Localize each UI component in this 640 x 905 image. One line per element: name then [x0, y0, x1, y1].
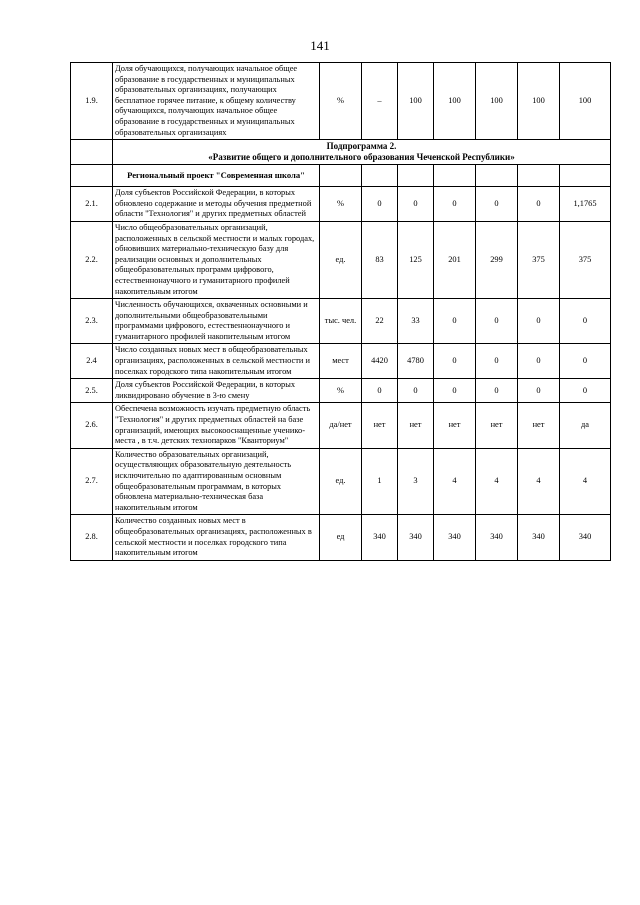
- value-cell: нет: [362, 403, 398, 448]
- table-cell: [476, 165, 518, 187]
- value-cell: 0: [476, 187, 518, 222]
- value-cell: 299: [476, 221, 518, 298]
- project-label: Региональный проект "Современная школа": [113, 165, 320, 187]
- value-cell: 0: [560, 299, 611, 344]
- indicator-description: Число общеобразовательных организаций, расположенных в сельской местности и малых городах, обновивших материально-техническую базу для реализации основных и дополнительных общеобразовательных программ цифрового, естественнонаучного и гуманитарного профилей накопительным итогом: [113, 221, 320, 298]
- value-cell: 340: [362, 515, 398, 560]
- table-cell: [560, 165, 611, 187]
- unit-cell: ед.: [320, 448, 362, 515]
- value-cell: 375: [560, 221, 611, 298]
- value-cell: 340: [476, 515, 518, 560]
- unit-cell: мест: [320, 344, 362, 379]
- unit-cell: ед: [320, 515, 362, 560]
- value-cell: 0: [560, 379, 611, 403]
- row-number: 2.6.: [71, 403, 113, 448]
- table-row: [71, 299, 611, 344]
- value-cell: 0: [476, 299, 518, 344]
- table-cell: [518, 165, 560, 187]
- subprogram-row: [71, 140, 611, 165]
- value-cell: 4: [518, 448, 560, 515]
- value-cell: 1,1765: [560, 187, 611, 222]
- value-cell: 340: [434, 515, 476, 560]
- table-cell: [362, 165, 398, 187]
- value-cell: нет: [518, 403, 560, 448]
- table-cell: [71, 165, 113, 187]
- value-cell: 201: [434, 221, 476, 298]
- value-cell: 83: [362, 221, 398, 298]
- value-cell: 340: [560, 515, 611, 560]
- table-row: [71, 344, 611, 379]
- value-cell: 0: [518, 344, 560, 379]
- value-cell: 22: [362, 299, 398, 344]
- indicator-description: Обеспечена возможность изучать предметную область "Технология" и других предметных областей на базе организаций, имеющих высокооснащенные ученико-места , в т.ч. детских технопарков "Кванториум": [113, 403, 320, 448]
- value-cell: да: [560, 403, 611, 448]
- table-row: [71, 221, 611, 298]
- row-number: 1.9.: [71, 63, 113, 140]
- table-row: [71, 379, 611, 403]
- value-cell: 4780: [398, 344, 434, 379]
- unit-cell: да/нет: [320, 403, 362, 448]
- value-cell: 0: [434, 299, 476, 344]
- value-cell: 100: [398, 63, 434, 140]
- value-cell: 0: [518, 379, 560, 403]
- value-cell: 100: [434, 63, 476, 140]
- value-cell: нет: [398, 403, 434, 448]
- page-number: 141: [310, 38, 330, 53]
- unit-cell: тыс. чел.: [320, 299, 362, 344]
- value-cell: 0: [476, 379, 518, 403]
- unit-cell: ед.: [320, 221, 362, 298]
- indicator-description: Количество созданных новых мест в общеобразовательных организациях, расположенных в сельской местности и поселках городского типа накопительным итогом: [113, 515, 320, 560]
- value-cell: 375: [518, 221, 560, 298]
- value-cell: 3: [398, 448, 434, 515]
- table-row: [71, 403, 611, 448]
- row-number: 2.3.: [71, 299, 113, 344]
- table-cell: [434, 165, 476, 187]
- value-cell: нет: [434, 403, 476, 448]
- value-cell: 100: [476, 63, 518, 140]
- table-cell: [320, 165, 362, 187]
- value-cell: –: [362, 63, 398, 140]
- row-number: 2.4: [71, 344, 113, 379]
- value-cell: 0: [398, 187, 434, 222]
- table-row: [71, 63, 611, 140]
- row-number: 2.7.: [71, 448, 113, 515]
- value-cell: 0: [362, 187, 398, 222]
- indicator-description: Доля субъектов Российской Федерации, в которых обновлено содержание и методы обучения предметной области "Технология" и других предметных областей: [113, 187, 320, 222]
- value-cell: 100: [560, 63, 611, 140]
- value-cell: 0: [434, 344, 476, 379]
- unit-cell: %: [320, 187, 362, 222]
- value-cell: 4: [434, 448, 476, 515]
- value-cell: 0: [518, 187, 560, 222]
- indicator-description: Количество образовательных организаций, осуществляющих образовательную деятельность исключительно по адаптированным основным общеобразовательным программам, в которых обновлена материально-техническая база накопительным итогом: [113, 448, 320, 515]
- value-cell: 4420: [362, 344, 398, 379]
- value-cell: 0: [518, 299, 560, 344]
- indicator-description: Доля субъектов Российской Федерации, в которых ликвидировано обучение в 3-ю смену: [113, 379, 320, 403]
- subprogram-line-2: «Развитие общего и дополнительного образования Чеченской Республики»: [208, 152, 515, 163]
- indicator-description: Доля обучающихся, получающих начальное общее образование в государственных и муниципальных образовательных организациях, получающих бесплатное горячее питание, к общему количеству обучающихся, получающих начальное общее образование в государственных и муниципальных образовательных организациях: [113, 63, 320, 140]
- value-cell: 0: [476, 344, 518, 379]
- unit-cell: %: [320, 63, 362, 140]
- row-number: 2.2.: [71, 221, 113, 298]
- row-number: 2.8.: [71, 515, 113, 560]
- value-cell: 0: [560, 344, 611, 379]
- indicator-description: Число созданных новых мест в общеобразовательных организациях, расположенных в сельской местности и поселках городского типа накопительным итогом: [113, 344, 320, 379]
- value-cell: 0: [362, 379, 398, 403]
- subprogram-line-1: Подпрограмма 2.: [326, 141, 397, 152]
- table-cell: [398, 165, 434, 187]
- indicators-table: [70, 62, 611, 561]
- value-cell: 0: [398, 379, 434, 403]
- table-cell: [71, 140, 113, 165]
- value-cell: нет: [476, 403, 518, 448]
- value-cell: 340: [398, 515, 434, 560]
- value-cell: 33: [398, 299, 434, 344]
- value-cell: 1: [362, 448, 398, 515]
- value-cell: 125: [398, 221, 434, 298]
- table-row: [71, 187, 611, 222]
- row-number: 2.5.: [71, 379, 113, 403]
- table-row: [71, 448, 611, 515]
- value-cell: 4: [560, 448, 611, 515]
- value-cell: 4: [476, 448, 518, 515]
- indicator-description: Численность обучающихся, охваченных основными и дополнительными общеобразовательными программами цифрового, естественнонаучного и гуманитарного профилей накопительным итогом: [113, 299, 320, 344]
- value-cell: 0: [434, 187, 476, 222]
- value-cell: 0: [434, 379, 476, 403]
- unit-cell: %: [320, 379, 362, 403]
- subprogram-title: [113, 140, 611, 165]
- table-row: [71, 515, 611, 560]
- value-cell: 340: [518, 515, 560, 560]
- project-row: [71, 165, 611, 187]
- row-number: 2.1.: [71, 187, 113, 222]
- value-cell: 100: [518, 63, 560, 140]
